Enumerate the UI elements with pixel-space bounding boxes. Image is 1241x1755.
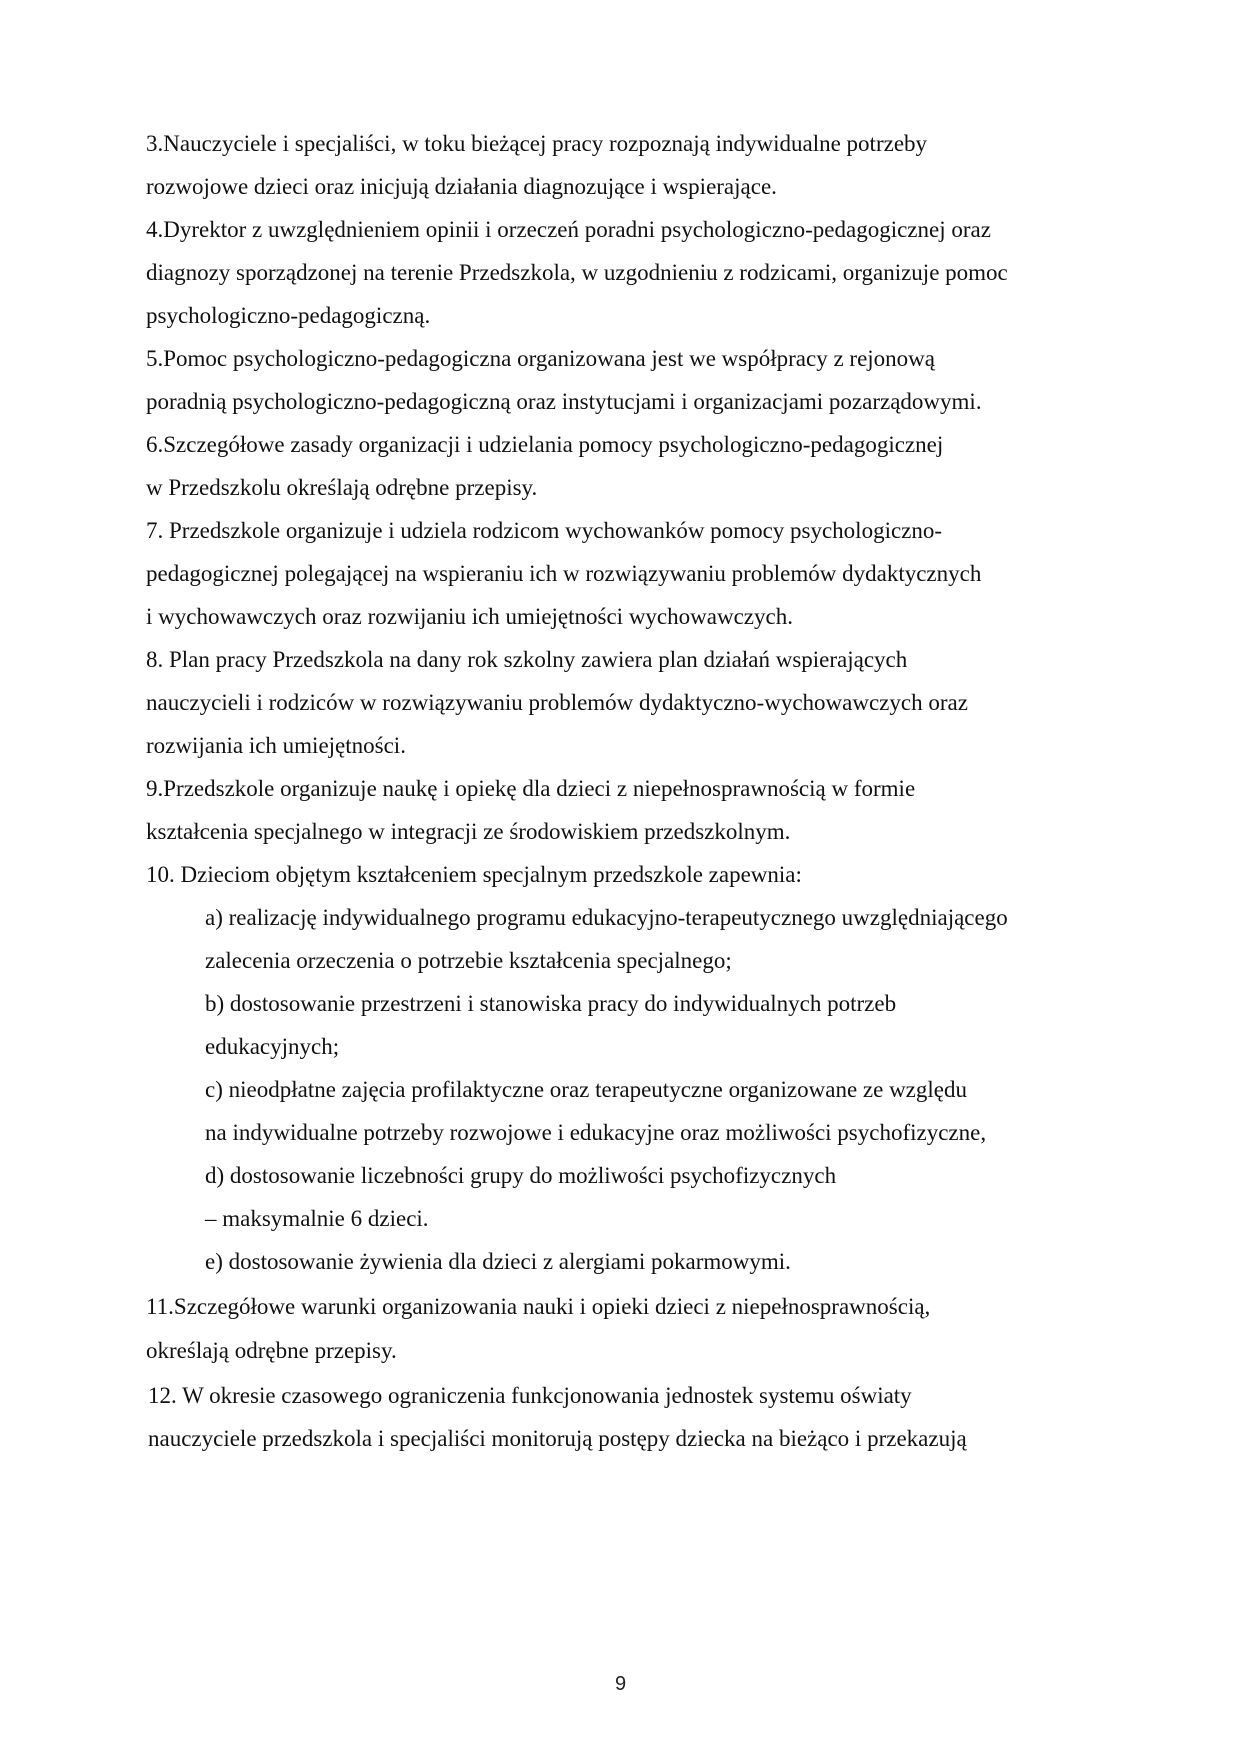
text-line: w Przedszkolu określają odrębne przepisy. bbox=[146, 475, 538, 500]
text-line: diagnozy sporządzonej na terenie Przedszkola, w uzgodnieniu z rodzicami, organizuje pomoc bbox=[146, 260, 1008, 285]
text-line: pedagogicznej polegającej na wspieraniu ich w rozwiązywaniu problemów dydaktycznych bbox=[146, 561, 982, 586]
text-line: psychologiczno-pedagogiczną. bbox=[146, 303, 431, 328]
text-line: 11.Szczegółowe warunki organizowania nauki i opieki dzieci z niepełnosprawnością, bbox=[146, 1294, 931, 1319]
list-item-line: – maksymalnie 6 dzieci. bbox=[205, 1206, 429, 1231]
list-item-line: zalecenia orzeczenia o potrzebie kształcenia specjalnego; bbox=[205, 948, 732, 973]
text-line: 7. Przedszkole organizuje i udziela rodzicom wychowanków pomocy psychologiczno- bbox=[146, 518, 943, 543]
text-line: rozwojowe dzieci oraz inicjują działania diagnozujące i wspierające. bbox=[146, 174, 777, 199]
text-line: 12. W okresie czasowego ograniczenia funkcjonowania jednostek systemu oświaty bbox=[148, 1383, 912, 1408]
text-line: i wychowawczych oraz rozwijaniu ich umiejętności wychowawczych. bbox=[146, 604, 793, 629]
text-line: poradnią psychologiczno-pedagogiczną oraz instytucjami i organizacjami pozarządowymi. bbox=[146, 389, 982, 414]
page-number: 9 bbox=[614, 1673, 627, 1695]
text-line: kształcenia specjalnego w integracji ze środowiskiem przedszkolnym. bbox=[146, 819, 791, 844]
list-item-line: b) dostosowanie przestrzeni i stanowiska pracy do indywidualnych potrzeb bbox=[205, 991, 897, 1016]
text-line: 3.Nauczyciele i specjaliści, w toku bieżącej pracy rozpoznają indywidualne potrzeby bbox=[146, 131, 928, 156]
text-line: 4.Dyrektor z uwzględnieniem opinii i orzeczeń poradni psychologiczno-pedagogicznej oraz bbox=[146, 217, 991, 242]
text-line: 10. Dzieciom objętym kształceniem specjalnym przedszkole zapewnia: bbox=[146, 862, 802, 887]
text-line: określają odrębne przepisy. bbox=[146, 1338, 397, 1363]
list-item-line: na indywidualne potrzeby rozwojowe i edukacyjne oraz możliwości psychofizyczne, bbox=[205, 1120, 987, 1145]
list-item-line: d) dostosowanie liczebności grupy do możliwości psychofizycznych bbox=[205, 1163, 837, 1188]
text-line: 8. Plan pracy Przedszkola na dany rok szkolny zawiera plan działań wspierających bbox=[146, 647, 908, 672]
list-item-line: a) realizację indywidualnego programu edukacyjno-terapeutycznego uwzględniającego bbox=[205, 905, 1008, 930]
text-line: 6.Szczegółowe zasady organizacji i udzielania pomocy psychologiczno-pedagogicznej bbox=[146, 432, 944, 457]
text-line: 5.Pomoc psychologiczno-pedagogiczna organizowana jest we współpracy z rejonową bbox=[146, 346, 935, 371]
text-line: nauczyciele przedszkola i specjaliści monitorują postępy dziecka na bieżąco i przekazują bbox=[148, 1426, 967, 1451]
text-line: rozwijania ich umiejętności. bbox=[146, 733, 406, 758]
text-line: 9.Przedszkole organizuje naukę i opiekę dla dzieci z niepełnosprawnością w formie bbox=[146, 776, 916, 801]
list-item-line: c) nieodpłatne zajęcia profilaktyczne oraz terapeutyczne organizowane ze względu bbox=[205, 1077, 967, 1102]
text-line: nauczycieli i rodziców w rozwiązywaniu problemów dydaktyczno-wychowawczych oraz bbox=[146, 690, 968, 715]
list-item-line: edukacyjnych; bbox=[205, 1034, 340, 1059]
list-item-line: e) dostosowanie żywienia dla dzieci z alergiami pokarmowymi. bbox=[205, 1249, 791, 1274]
